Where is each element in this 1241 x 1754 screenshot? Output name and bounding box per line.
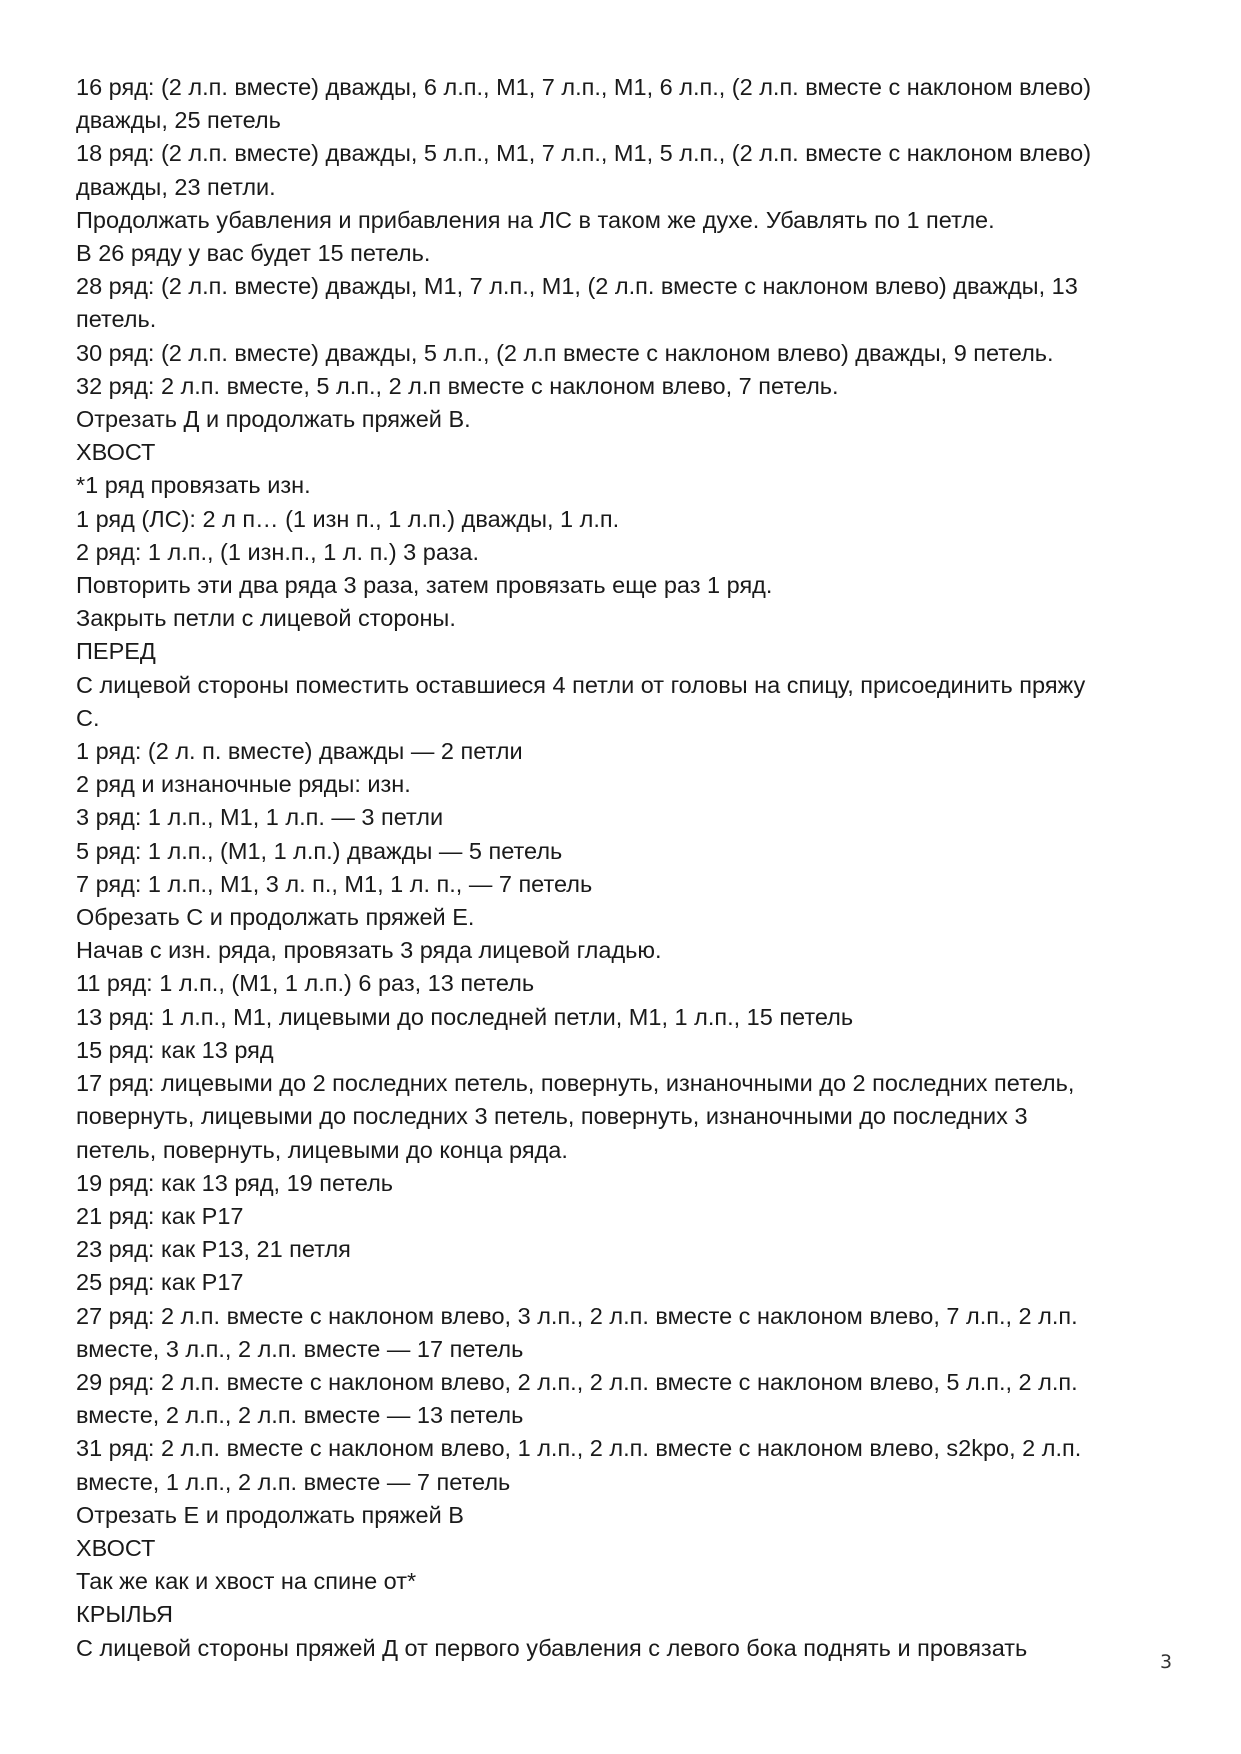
text-line: дважды, 23 петли. — [76, 173, 276, 200]
text-line: Отрезать Е и продолжать пряжей В — [76, 1501, 464, 1528]
text-line: повернуть, лицевыми до последних 3 петель, повернуть, изнаночными до последних 3 — [76, 1103, 1028, 1130]
text-line: Начав с изн. ряда, провязать 3 ряда лицевой гладью. — [76, 937, 662, 964]
section-heading-tail: ХВОСТ — [76, 439, 156, 466]
text-line: 2 ряд и изнаночные ряды: изн. — [76, 771, 411, 798]
text-line: вместе, 1 л.п., 2 л.п. вместе — 7 петель — [76, 1468, 511, 1495]
text-line: 2 ряд: 1 л.п., (1 изн.п., 1 л. п.) 3 раза. — [76, 538, 480, 565]
text-line: 25 ряд: как Р17 — [76, 1269, 244, 1296]
text-line: 30 ряд: (2 л.п. вместе) дважды, 5 л.п., (2 л.п вместе с наклоном влево) дважды, 9 петель. — [76, 339, 1054, 366]
text-line: 21 ряд: как Р17 — [76, 1202, 244, 1229]
text-line: 27 ряд: 2 л.п. вместе с наклоном влево, 3 л.п., 2 л.п. вместе с наклоном влево, 7 л.п., 2 л.п. — [76, 1302, 1078, 1329]
text-line: вместе, 3 л.п., 2 л.п. вместе — 17 петель — [76, 1335, 524, 1362]
text-line: 1 ряд (ЛС): 2 л п… (1 изн п., 1 л.п.) дважды, 1 л.п. — [76, 505, 620, 532]
text-line: 18 ряд: (2 л.п. вместе) дважды, 5 л.п., М1, 7 л.п., М1, 5 л.п., (2 л.п. вместе с наклоном влево) — [76, 140, 1092, 167]
text-line: 17 ряд: лицевыми до 2 последних петель, повернуть, изнаночными до 2 последних петель, — [76, 1070, 1075, 1097]
text-line: С. — [76, 704, 100, 731]
text-line: 11 ряд: 1 л.п., (М1, 1 л.п.) 6 раз, 13 петель — [76, 970, 535, 997]
text-line: 29 ряд: 2 л.п. вместе с наклоном влево, 2 л.п., 2 л.п. вместе с наклоном влево, 5 л.п., 2 л.п. — [76, 1368, 1078, 1395]
document-body — [76, 71, 1176, 1665]
text-line: В 26 ряду у вас будет 15 петель. — [76, 240, 431, 267]
text-line: 15 ряд: как 13 ряд — [76, 1036, 274, 1063]
text-line: 32 ряд: 2 л.п. вместе, 5 л.п., 2 л.п вместе с наклоном влево, 7 петель. — [76, 372, 839, 399]
text-line: 19 ряд: как 13 ряд, 19 петель — [76, 1169, 394, 1196]
text-line: Продолжать убавления и прибавления на ЛС в таком же духе. Убавлять по 1 петле. — [76, 206, 995, 233]
text-line: 13 ряд: 1 л.п., М1, лицевыми до последней петли, М1, 1 л.п., 15 петель — [76, 1003, 854, 1030]
section-heading-wings: КРЫЛЬЯ — [76, 1601, 173, 1628]
text-line: 5 ряд: 1 л.п., (М1, 1 л.п.) дважды — 5 петель — [76, 837, 563, 864]
text-line: 16 ряд: (2 л.п. вместе) дважды, 6 л.п., М1, 7 л.п., М1, 6 л.п., (2 л.п. вместе с наклоном влево) — [76, 74, 1092, 100]
text-line: 7 ряд: 1 л.п., М1, 3 л. п., М1, 1 л. п., — 7 петель — [76, 870, 593, 897]
text-line: Повторить эти два ряда 3 раза, затем провязать еще раз 1 ряд. — [76, 572, 773, 599]
text-line: Отрезать Д и продолжать пряжей В. — [76, 406, 471, 433]
text-line: петель. — [76, 306, 157, 333]
text-line: 3 ряд: 1 л.п., М1, 1 л.п. — 3 петли — [76, 804, 444, 831]
text-line: С лицевой стороны пряжей Д от первого убавления с левого бока поднять и провязать — [76, 1634, 1028, 1661]
text-line: петель, повернуть, лицевыми до конца ряда. — [76, 1136, 568, 1163]
section-heading-tail: ХВОСТ — [76, 1534, 156, 1561]
section-heading-front: ПЕРЕД — [76, 638, 156, 665]
text-line: вместе, 2 л.п., 2 л.п. вместе — 13 петель — [76, 1402, 524, 1429]
text-line: 23 ряд: как Р13, 21 петля — [76, 1236, 351, 1263]
text-line: 28 ряд: (2 л.п. вместе) дважды, М1, 7 л.п., М1, (2 л.п. вместе с наклоном влево) дважды, 13 — [76, 273, 1078, 300]
text-line: Закрыть петли с лицевой стороны. — [76, 605, 456, 632]
text-line: 1 ряд: (2 л. п. вместе) дважды — 2 петли — [76, 738, 523, 765]
page-number: 3 — [1160, 1651, 1173, 1673]
text-line: дважды, 25 петель — [76, 107, 281, 134]
text-line: *1 ряд провязать изн. — [76, 472, 311, 499]
text-line: Так же как и хвост на спине от* — [76, 1568, 417, 1595]
text-line: Обрезать С и продолжать пряжей Е. — [76, 904, 475, 931]
text-line: С лицевой стороны поместить оставшиеся 4 петли от головы на спицу, присоединить пряжу — [76, 671, 1086, 698]
text-line: 31 ряд: 2 л.п. вместе с наклоном влево, 1 л.п., 2 л.п. вместе с наклоном влево, s2kpo, 2 л.п. — [76, 1435, 1082, 1462]
